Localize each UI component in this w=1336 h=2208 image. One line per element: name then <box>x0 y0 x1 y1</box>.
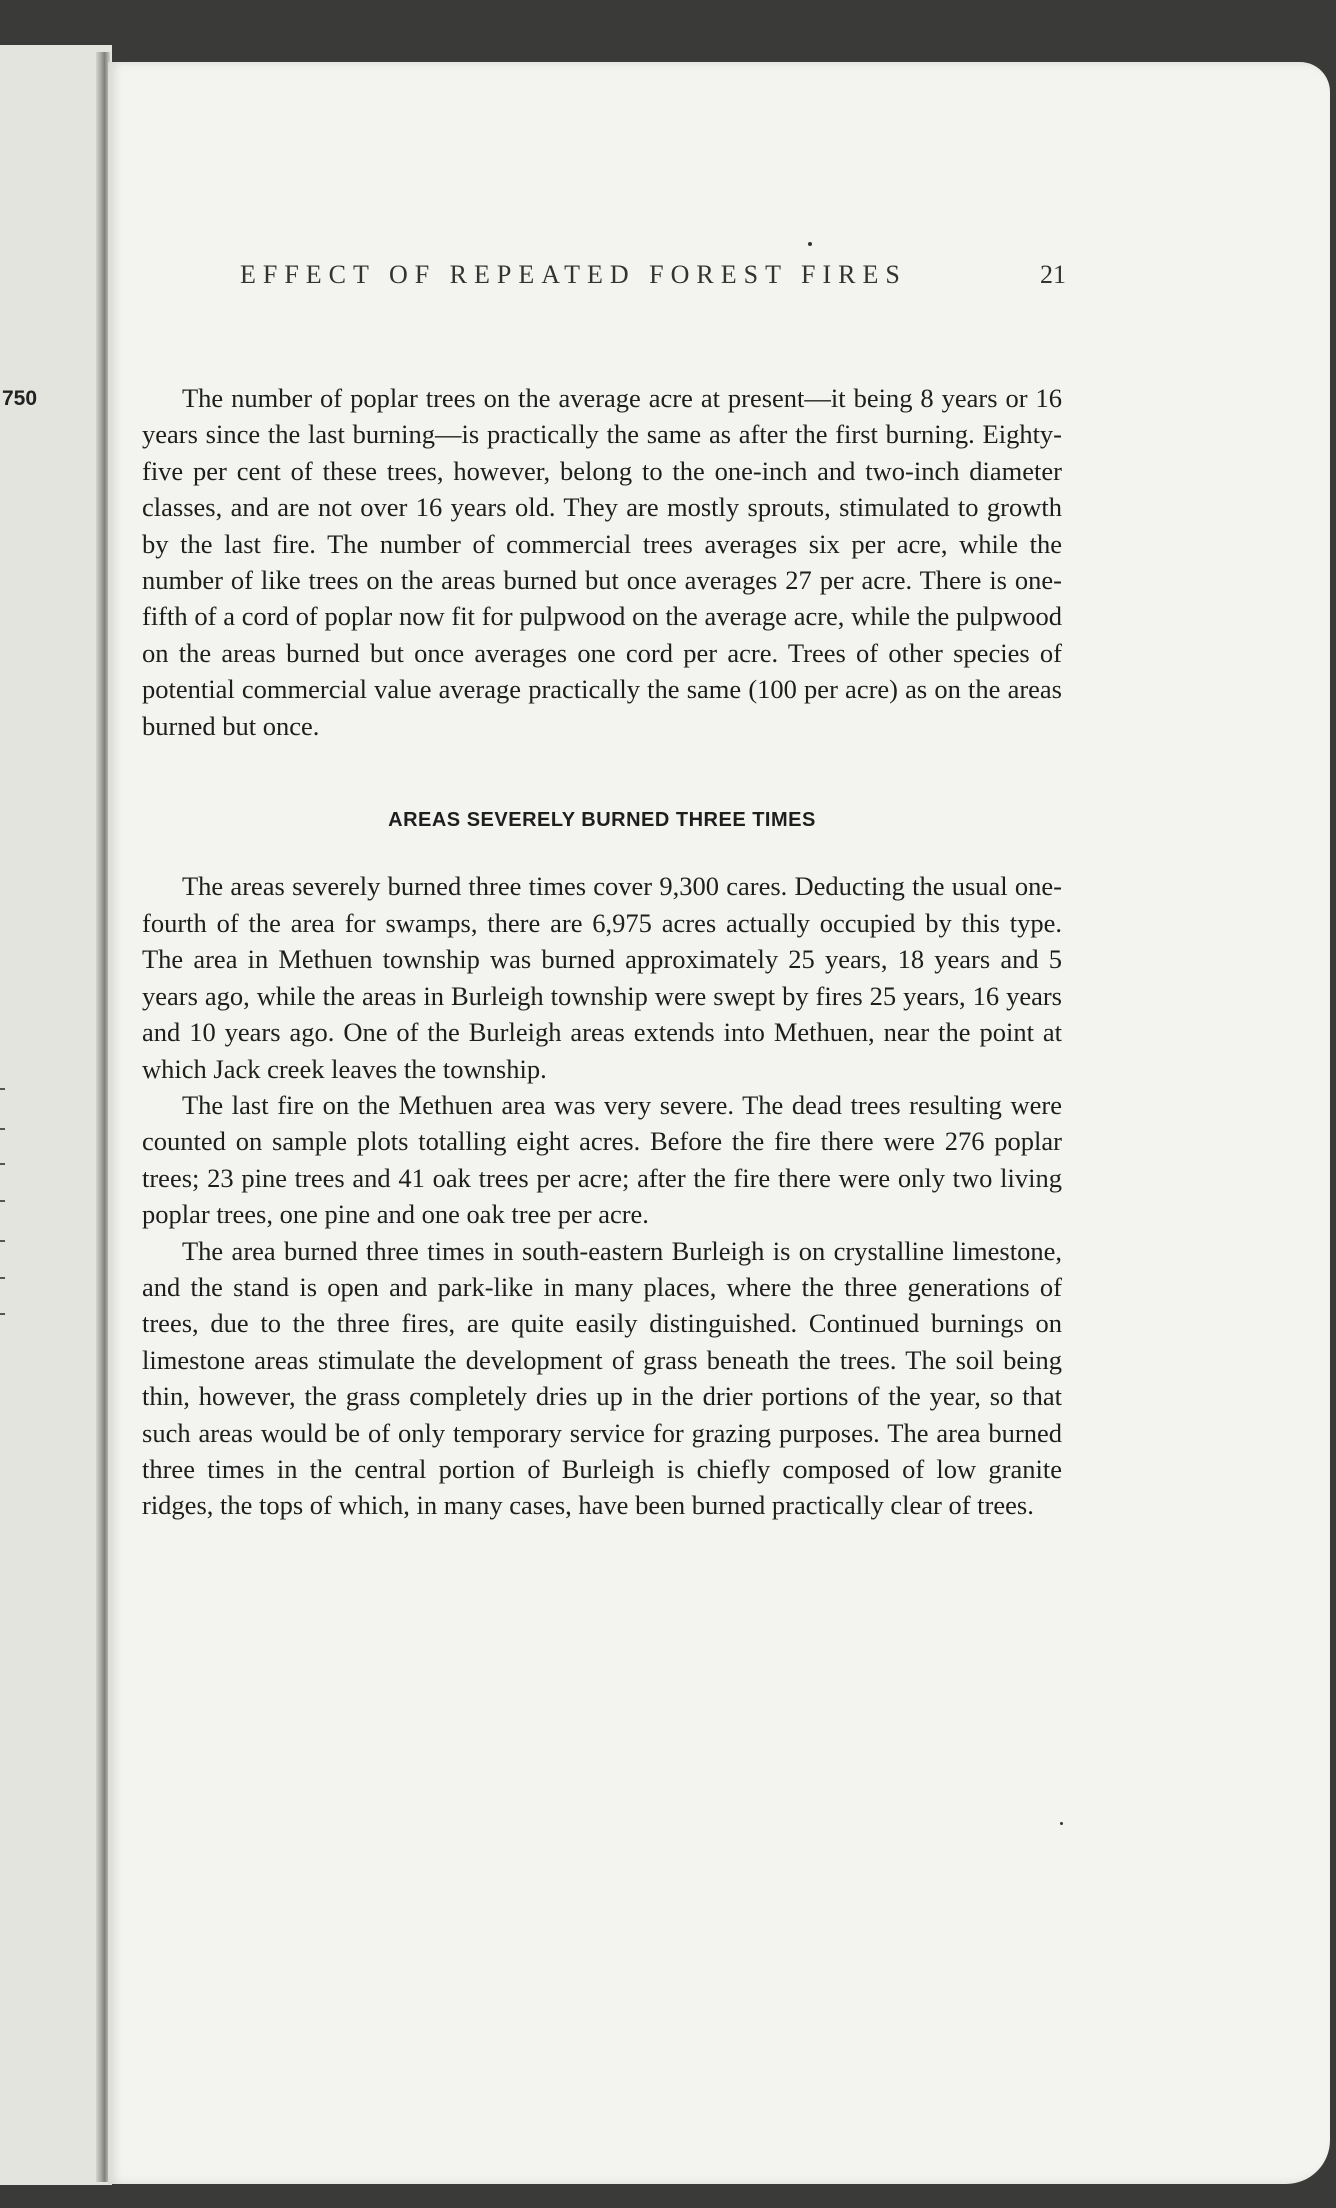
paragraph: The number of poplar trees on the average acre at present—it being 8 years or 16 years since the last burning—is practically the same as after the first burning. Eighty-five per cent of these trees, however, belong to the one-inch and two-inch diameter classes, and are not over 16 years old. They are mostly sprouts, stimulated to growth by the last fire. The number of commercial trees averages six per acre, while the number of like trees on the areas burned but once averages 27 per acre. There is one-fifth of a cord of poplar now fit for pulpwood on the average acre, while the pulpwood on the areas burned but once averages one cord per acre. Trees of other species of potential commercial value average practically the same (100 per acre) as on the areas burned but once. <box>142 383 1062 741</box>
page-speck <box>1060 1822 1063 1825</box>
running-title: EFFECT OF REPEATED FOREST FIRES <box>240 260 907 289</box>
facing-page-mark <box>0 1277 5 1279</box>
page-speck <box>808 242 812 246</box>
paragraph: The area burned three times in south-eastern Burleigh is on crystalline limestone, and the stand is open and park-like in many places, where the three generations of trees, due to the three fires, are quite easily distinguished. Continued burnings on limestone areas stimulate the development of grass beneath the trees. The soil being thin, however, the grass completely dries up in the drier portions of the year, so that such areas would be of only temporary service for grazing purposes. The area burned three times in the central portion of Burleigh is chiefly composed of low granite ridges, the tops of which, in many cases, have been burned practically clear of trees. <box>142 1235 1062 1521</box>
paragraph: The last fire on the Methuen area was very severe. The dead trees resulting were counted on sample plots totalling eight acres. Before the fire there were 276 poplar trees; 23 pine trees and 41 oak trees per acre; after the fire there were only two living poplar trees, one pine and one oak tree per acre. <box>142 1089 1062 1230</box>
facing-page-mark <box>0 1313 5 1315</box>
facing-page-fragment: 750 <box>2 387 38 410</box>
page-number: 21 <box>1040 260 1066 289</box>
facing-page-mark <box>0 1200 5 1202</box>
body-text <box>142 380 1062 1524</box>
facing-page-mark <box>0 1240 5 1242</box>
section-heading: AREAS SEVERELY BURNED THREE TIMES <box>388 809 816 832</box>
facing-page-mark <box>0 1163 5 1165</box>
paragraph: The areas severely burned three times cover 9,300 cares. Deducting the usual one-fourth of the area for swamps, there are 6,975 acres actually occupied by this type. The area in Methuen township was burned approximately 25 years, 18 years and 5 years ago, while the areas in Burleigh township were swept by fires 25 years, 16 years and 10 years ago. One of the Burleigh areas extends into Methuen, near the point at which Jack creek leaves the township. <box>142 871 1062 1084</box>
facing-page-mark <box>0 1128 5 1130</box>
facing-page-mark <box>0 1088 5 1090</box>
